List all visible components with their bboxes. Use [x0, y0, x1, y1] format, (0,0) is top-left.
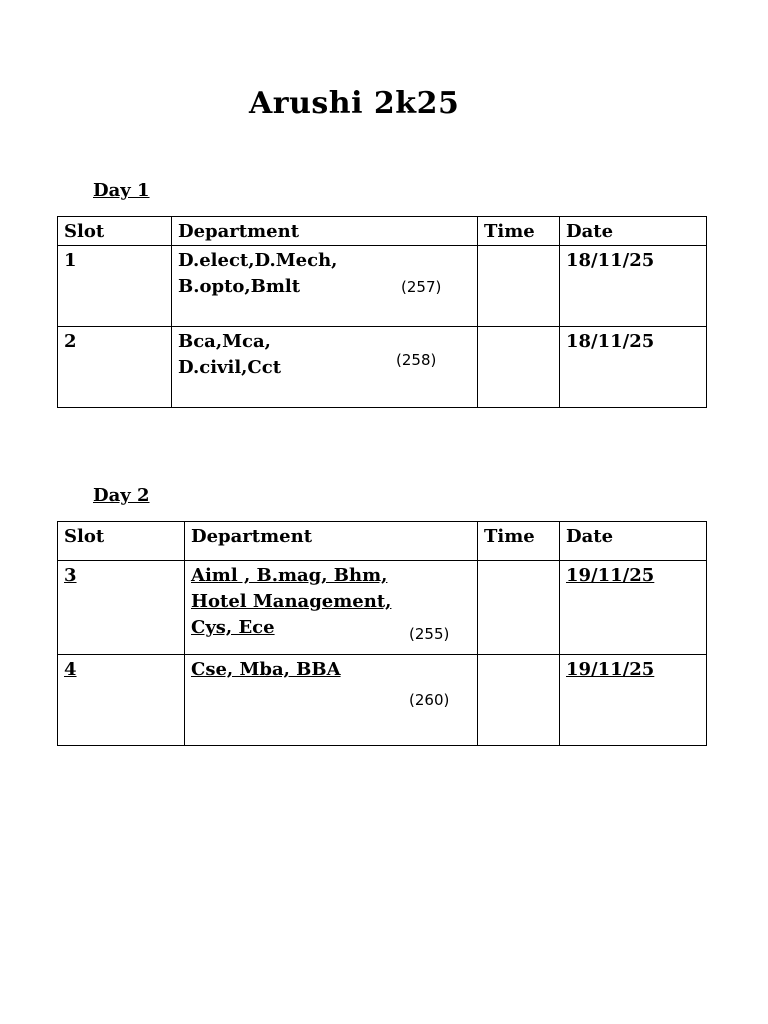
header-department: Department	[185, 522, 478, 561]
table-header-row	[58, 522, 707, 561]
department-cell	[172, 327, 478, 408]
header-slot: Slot	[58, 217, 172, 246]
header-department: Department	[172, 217, 478, 246]
day2-schedule-table	[57, 521, 707, 746]
header-time: Time	[478, 522, 560, 561]
date-cell: 18/11/25	[560, 246, 707, 327]
header-slot: Slot	[58, 522, 185, 561]
table-row	[58, 561, 707, 655]
department-line: D.civil,Cct	[178, 357, 282, 378]
slot-cell: 1	[58, 246, 172, 327]
day2-heading: Day 2	[93, 485, 150, 506]
slot-cell: 3	[58, 561, 185, 655]
time-cell	[478, 246, 560, 327]
room-note: (257)	[401, 278, 442, 296]
department-line: Hotel Management,	[191, 591, 392, 612]
table-row	[58, 246, 707, 327]
department-cell	[185, 655, 478, 746]
room-note: (255)	[409, 625, 450, 643]
date-cell: 19/11/25	[560, 655, 707, 746]
department-cell	[185, 561, 478, 655]
date-cell: 19/11/25	[560, 561, 707, 655]
header-date: Date	[560, 522, 707, 561]
slot-cell: 2	[58, 327, 172, 408]
table-header-row	[58, 217, 707, 246]
department-line: Cse, Mba, BBA	[191, 659, 341, 680]
time-cell	[478, 327, 560, 408]
document-title: Arushi 2k25	[249, 86, 460, 121]
room-note: (260)	[409, 691, 450, 709]
date-cell: 18/11/25	[560, 327, 707, 408]
table-row	[58, 655, 707, 746]
header-date: Date	[560, 217, 707, 246]
department-line: Aiml , B.mag, Bhm,	[191, 565, 388, 586]
department-cell	[172, 246, 478, 327]
day1-schedule-table	[57, 216, 707, 408]
department-line: B.opto,Bmlt	[178, 276, 301, 297]
time-cell	[478, 561, 560, 655]
slot-cell: 4	[58, 655, 185, 746]
room-note: (258)	[396, 351, 437, 369]
department-line: D.elect,D.Mech,	[178, 250, 338, 271]
department-line: Bca,Mca,	[178, 331, 271, 352]
time-cell	[478, 655, 560, 746]
table-row	[58, 327, 707, 408]
header-time: Time	[478, 217, 560, 246]
day1-heading: Day 1	[93, 180, 150, 201]
department-line: Cys, Ece	[191, 617, 275, 638]
